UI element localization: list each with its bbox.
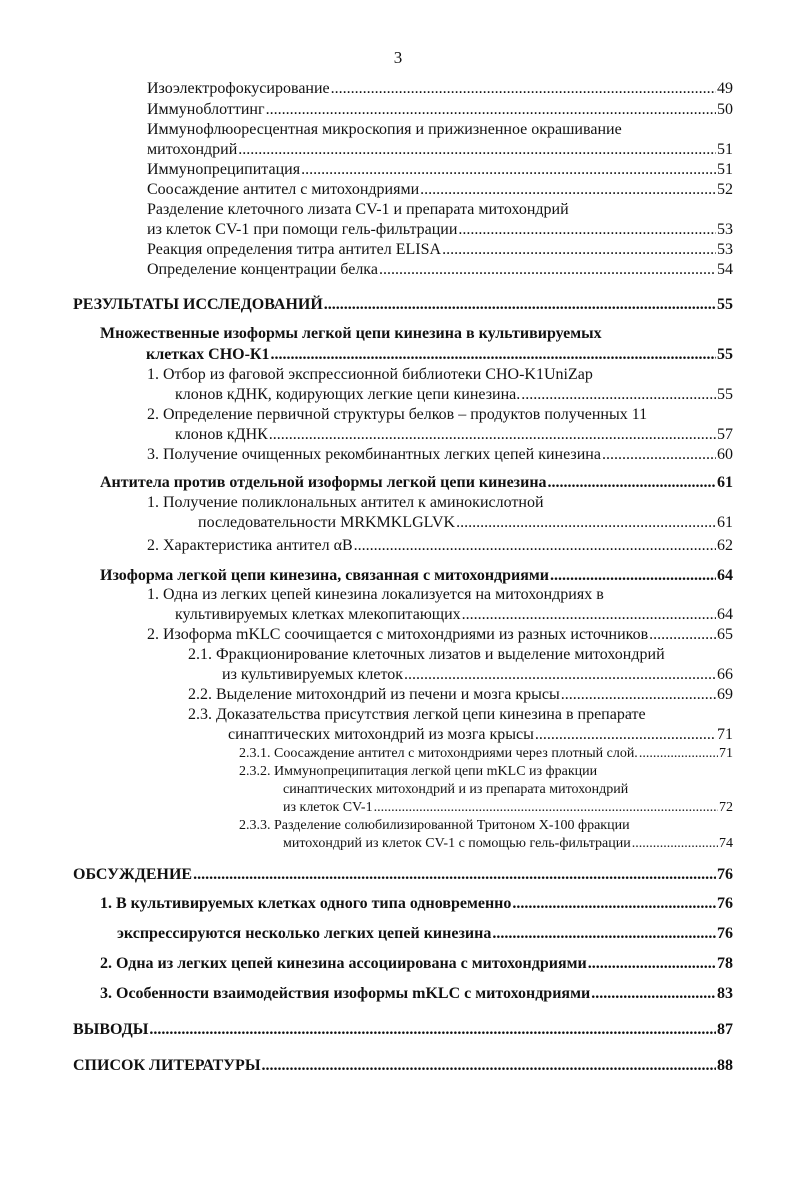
- toc-entry-title: клетках СНО-К1: [146, 346, 270, 363]
- toc-entry-title: 3. Получение очищенных рекомбинантных легких цепей кинезина: [147, 446, 601, 463]
- toc-entry-page: 55: [717, 346, 733, 363]
- toc-entry-recombinant-chains[interactable]: [147, 445, 733, 465]
- toc-entry-isoelectric-focusing[interactable]: [147, 79, 733, 99]
- toc-entry-discussion-2[interactable]: [100, 954, 733, 974]
- toc-leader-dots: [591, 984, 716, 1004]
- toc-leader-dots: [301, 160, 716, 180]
- toc-entry-gel-filtration[interactable]: [147, 220, 733, 240]
- toc-entry-title: СПИСОК ЛИТЕРАТУРЫ: [73, 1057, 261, 1074]
- toc-leader-dots: [649, 625, 716, 645]
- toc-entry-page: 83: [717, 985, 733, 1002]
- toc-entry-primary-structure[interactable]: [175, 425, 733, 445]
- toc-entry-title: Иммуноблоттинг: [147, 101, 265, 118]
- toc-entry-page: 64: [717, 606, 733, 623]
- toc-leader-dots: [374, 799, 718, 816]
- toc-entry-dense-layer[interactable]: [239, 745, 733, 762]
- toc-entry-title-line: 2.1. Фракционирование клеточных лизатов и выделение митохондрий: [188, 646, 665, 663]
- toc-leader-dots: [512, 894, 716, 914]
- toc-subsection-mito-isoform[interactable]: [100, 566, 733, 586]
- toc-entry-title-line: 1. Получение поликлональных антител к аминокислотной: [147, 494, 544, 511]
- toc-entry-page: 51: [717, 161, 733, 178]
- toc-entry-page: 53: [717, 241, 733, 258]
- toc-entry-page: 65: [717, 626, 733, 643]
- toc-entry-title: клонов кДНК: [175, 426, 268, 443]
- toc-entry-title: из культивируемых клеток: [222, 666, 404, 683]
- toc-entry-page: 57: [717, 426, 733, 443]
- toc-leader-dots: [456, 513, 716, 533]
- toc-entry-title-line: синаптических митохондрий и из препарата митохондрий: [283, 782, 629, 797]
- toc-entry-title: Изоэлектрофокусирование: [147, 80, 330, 97]
- toc-entry-page: 69: [717, 686, 733, 703]
- toc-entry-title-line: 1. Одна из легких цепей кинезина локализуется на митохондриях в: [147, 586, 604, 603]
- toc-entry-title: ОБСУЖДЕНИЕ: [73, 866, 193, 883]
- toc-entry-page: 74: [719, 836, 733, 851]
- toc-entry-title-line: 2.3. Доказательства присутствия легкой цепи кинезина в препарате: [188, 706, 646, 723]
- toc-entry-title: синаптических митохондрий из мозга крысы: [228, 726, 534, 743]
- toc-entry-mklc-copurification[interactable]: [147, 625, 733, 645]
- toc-entry-synaptic-evidence[interactable]: [228, 725, 733, 745]
- toc-entry-immunoblotting[interactable]: [147, 100, 733, 120]
- toc-entry-page: 87: [717, 1021, 733, 1038]
- toc-entry-protein-concentration[interactable]: [147, 260, 733, 280]
- toc-leader-dots: [632, 835, 718, 852]
- toc-entry-page: 50: [717, 101, 733, 118]
- toc-leader-dots: [269, 425, 716, 445]
- toc-leader-dots: [521, 385, 716, 405]
- toc-entry-title: клонов кДНК, кодирующих легкие цепи кинезина.: [175, 386, 521, 403]
- toc-entry-immunoprecipitation[interactable]: [147, 160, 733, 180]
- toc-entry-page: 51: [717, 141, 733, 158]
- toc-entry-title: из клеток CV-1: [283, 800, 373, 815]
- toc-leader-dots: [602, 445, 716, 465]
- toc-entry-title-line: Иммунофлюоресцентная микроскопия и прижизненное окрашивание: [147, 121, 622, 138]
- toc-entry-discussion-1-cont[interactable]: [117, 924, 733, 944]
- toc-leader-dots: [420, 180, 716, 200]
- toc-entry-triton-separation[interactable]: [283, 835, 733, 852]
- toc-entry-page: 66: [717, 666, 733, 683]
- toc-entry-title: Реакция определения титра антител ELISA: [147, 241, 442, 258]
- toc-entry-page: 61: [717, 514, 733, 531]
- toc-entry-title: 3. Особенности взаимодействия изоформы mKLC с митохондриями: [100, 985, 591, 1002]
- toc-entry-page: 60: [717, 446, 733, 463]
- toc-leader-dots: [271, 345, 716, 365]
- toc-entry-title: экспрессируются несколько легких цепей кинезина: [117, 925, 492, 942]
- toc-entry-page: 72: [719, 800, 733, 815]
- toc-leader-dots: [492, 924, 716, 944]
- toc-entry-title: Соосаждение антител с митохондриями: [147, 181, 420, 198]
- toc-section-conclusions[interactable]: [73, 1020, 733, 1040]
- toc-entry-title-line: 2.3.3. Разделение солюбилизированной Тритоном Х-100 фракции: [239, 818, 630, 833]
- toc-entry-title: 2. Одна из легких цепей кинезина ассоциирована с митохондриями: [100, 955, 587, 972]
- toc-entry-page: 76: [717, 925, 733, 942]
- toc-entry-title: 2.2. Выделение митохондрий из печени и мозга крысы: [188, 686, 560, 703]
- toc-entry-polyclonal-antibodies[interactable]: [198, 513, 733, 533]
- toc-entry-title-line: 1. Отбор из фаговой экспрессионной библиотеки СНО-K1UniZap: [147, 366, 593, 383]
- toc-entry-title: митохондрий: [147, 141, 238, 158]
- toc-leader-dots: [266, 100, 716, 120]
- toc-leader-dots: [331, 79, 716, 99]
- toc-entry-title-line: Разделение клеточного лизата CV-1 и препарата митохондрий: [147, 201, 569, 218]
- toc-section-results[interactable]: [73, 295, 733, 315]
- toc-entry-title: митохондрий из клеток CV-1 с помощью гель-фильтрации: [283, 836, 631, 851]
- toc-leader-dots: [442, 240, 716, 260]
- toc-leader-dots: [379, 260, 716, 280]
- toc-leader-dots: [238, 140, 716, 160]
- toc-leader-dots: [354, 536, 716, 556]
- toc-entry-page: 88: [717, 1057, 733, 1074]
- toc-leader-dots: [458, 220, 716, 240]
- toc-entry-mito-localization[interactable]: [175, 605, 733, 625]
- toc-leader-dots: [462, 605, 716, 625]
- toc-entry-title: Иммунопреципитация: [147, 161, 301, 178]
- toc-entry-antibody-coprecipitation[interactable]: [147, 180, 733, 200]
- toc-entry-page: 52: [717, 181, 733, 198]
- toc-entry-antibody-characteristics[interactable]: [147, 536, 733, 556]
- toc-entry-page: 76: [717, 895, 733, 912]
- toc-entry-page: 49: [717, 80, 733, 97]
- toc-entry-discussion-3[interactable]: [100, 984, 733, 1004]
- toc-entry-page: 62: [717, 537, 733, 554]
- toc-leader-dots: [324, 295, 716, 315]
- toc-section-discussion[interactable]: [73, 865, 733, 885]
- toc-entry-page: 76: [717, 866, 733, 883]
- toc-entry-title-line: Множественные изоформы легкой цепи кинезина в культивируемых: [100, 325, 602, 342]
- toc-leader-dots: [149, 1020, 716, 1040]
- toc-entry-page: 54: [717, 261, 733, 278]
- toc-entry-page: 78: [717, 955, 733, 972]
- toc-leader-dots: [588, 954, 716, 974]
- toc-leader-dots: [561, 685, 716, 705]
- toc-leader-dots: [550, 566, 716, 586]
- toc-entry-title: 2.3.1. Соосаждение антител с митохондриями через плотный слой.: [239, 746, 638, 761]
- toc-entry-title: ВЫВОДЫ: [73, 1021, 149, 1038]
- toc-entry-title-line: 2.3.2. Иммунопреципитация легкой цепи mKLC из фракции: [239, 764, 598, 779]
- toc-entry-title: культивируемых клетках млекопитающих: [175, 606, 461, 623]
- toc-entry-title: 2. Изоформа mKLC соочищается с митохондриями из разных источников: [147, 626, 649, 643]
- toc-entry-title: 1. В культивируемых клетках одного типа одновременно: [100, 895, 512, 912]
- toc-entry-elisa[interactable]: [147, 240, 733, 260]
- toc-entry-title: Антитела против отдельной изоформы легкой цепи кинезина: [100, 474, 547, 491]
- toc-leader-dots: [639, 745, 718, 762]
- toc-entry-page: 55: [717, 296, 733, 313]
- toc-entry-page: 71: [717, 726, 733, 743]
- toc-leader-dots: [193, 865, 716, 885]
- toc-entry-title: Определение концентрации белка: [147, 261, 378, 278]
- toc-subsection-isoforms-cho[interactable]: [146, 345, 733, 365]
- toc-entry-title: из клеток CV-1 при помощи гель-фильтрации: [147, 221, 458, 238]
- toc-entry-page: 64: [717, 567, 733, 584]
- toc-entry-immunofluorescence[interactable]: [147, 140, 733, 160]
- toc-section-references[interactable]: [73, 1056, 733, 1076]
- toc-leader-dots: [404, 665, 716, 685]
- toc-entry-title: 2. Характеристика антител αB: [147, 537, 353, 554]
- toc-entry-title-line: 2. Определение первичной структуры белков – продуктов полученных 11: [147, 406, 648, 423]
- toc-entry-title: последовательности MRKMKLGLVK: [198, 514, 456, 531]
- toc-subsection-antibodies[interactable]: [100, 473, 733, 493]
- page-number: 3: [393, 48, 403, 67]
- toc-leader-dots: [262, 1056, 716, 1076]
- toc-leader-dots: [548, 473, 716, 493]
- toc-entry-page: 71: [719, 746, 733, 761]
- toc-entry-title: РЕЗУЛЬТАТЫ ИССЛЕДОВАНИЙ: [73, 296, 323, 313]
- toc-entry-page: 55: [717, 386, 733, 403]
- toc-entry-page: 61: [717, 474, 733, 491]
- toc-entry-cdna-selection[interactable]: [175, 385, 733, 405]
- toc-entry-page: 53: [717, 221, 733, 238]
- toc-entry-discussion-1[interactable]: [100, 894, 733, 914]
- toc-entry-title: Изоформа легкой цепи кинезина, связанная с митохондриями: [100, 567, 550, 584]
- toc-entry-mklc-immunoprecipitation[interactable]: [283, 799, 733, 816]
- toc-leader-dots: [535, 725, 716, 745]
- toc-entry-fractionation[interactable]: [222, 665, 733, 685]
- toc-entry-liver-brain-mito[interactable]: [188, 685, 733, 705]
